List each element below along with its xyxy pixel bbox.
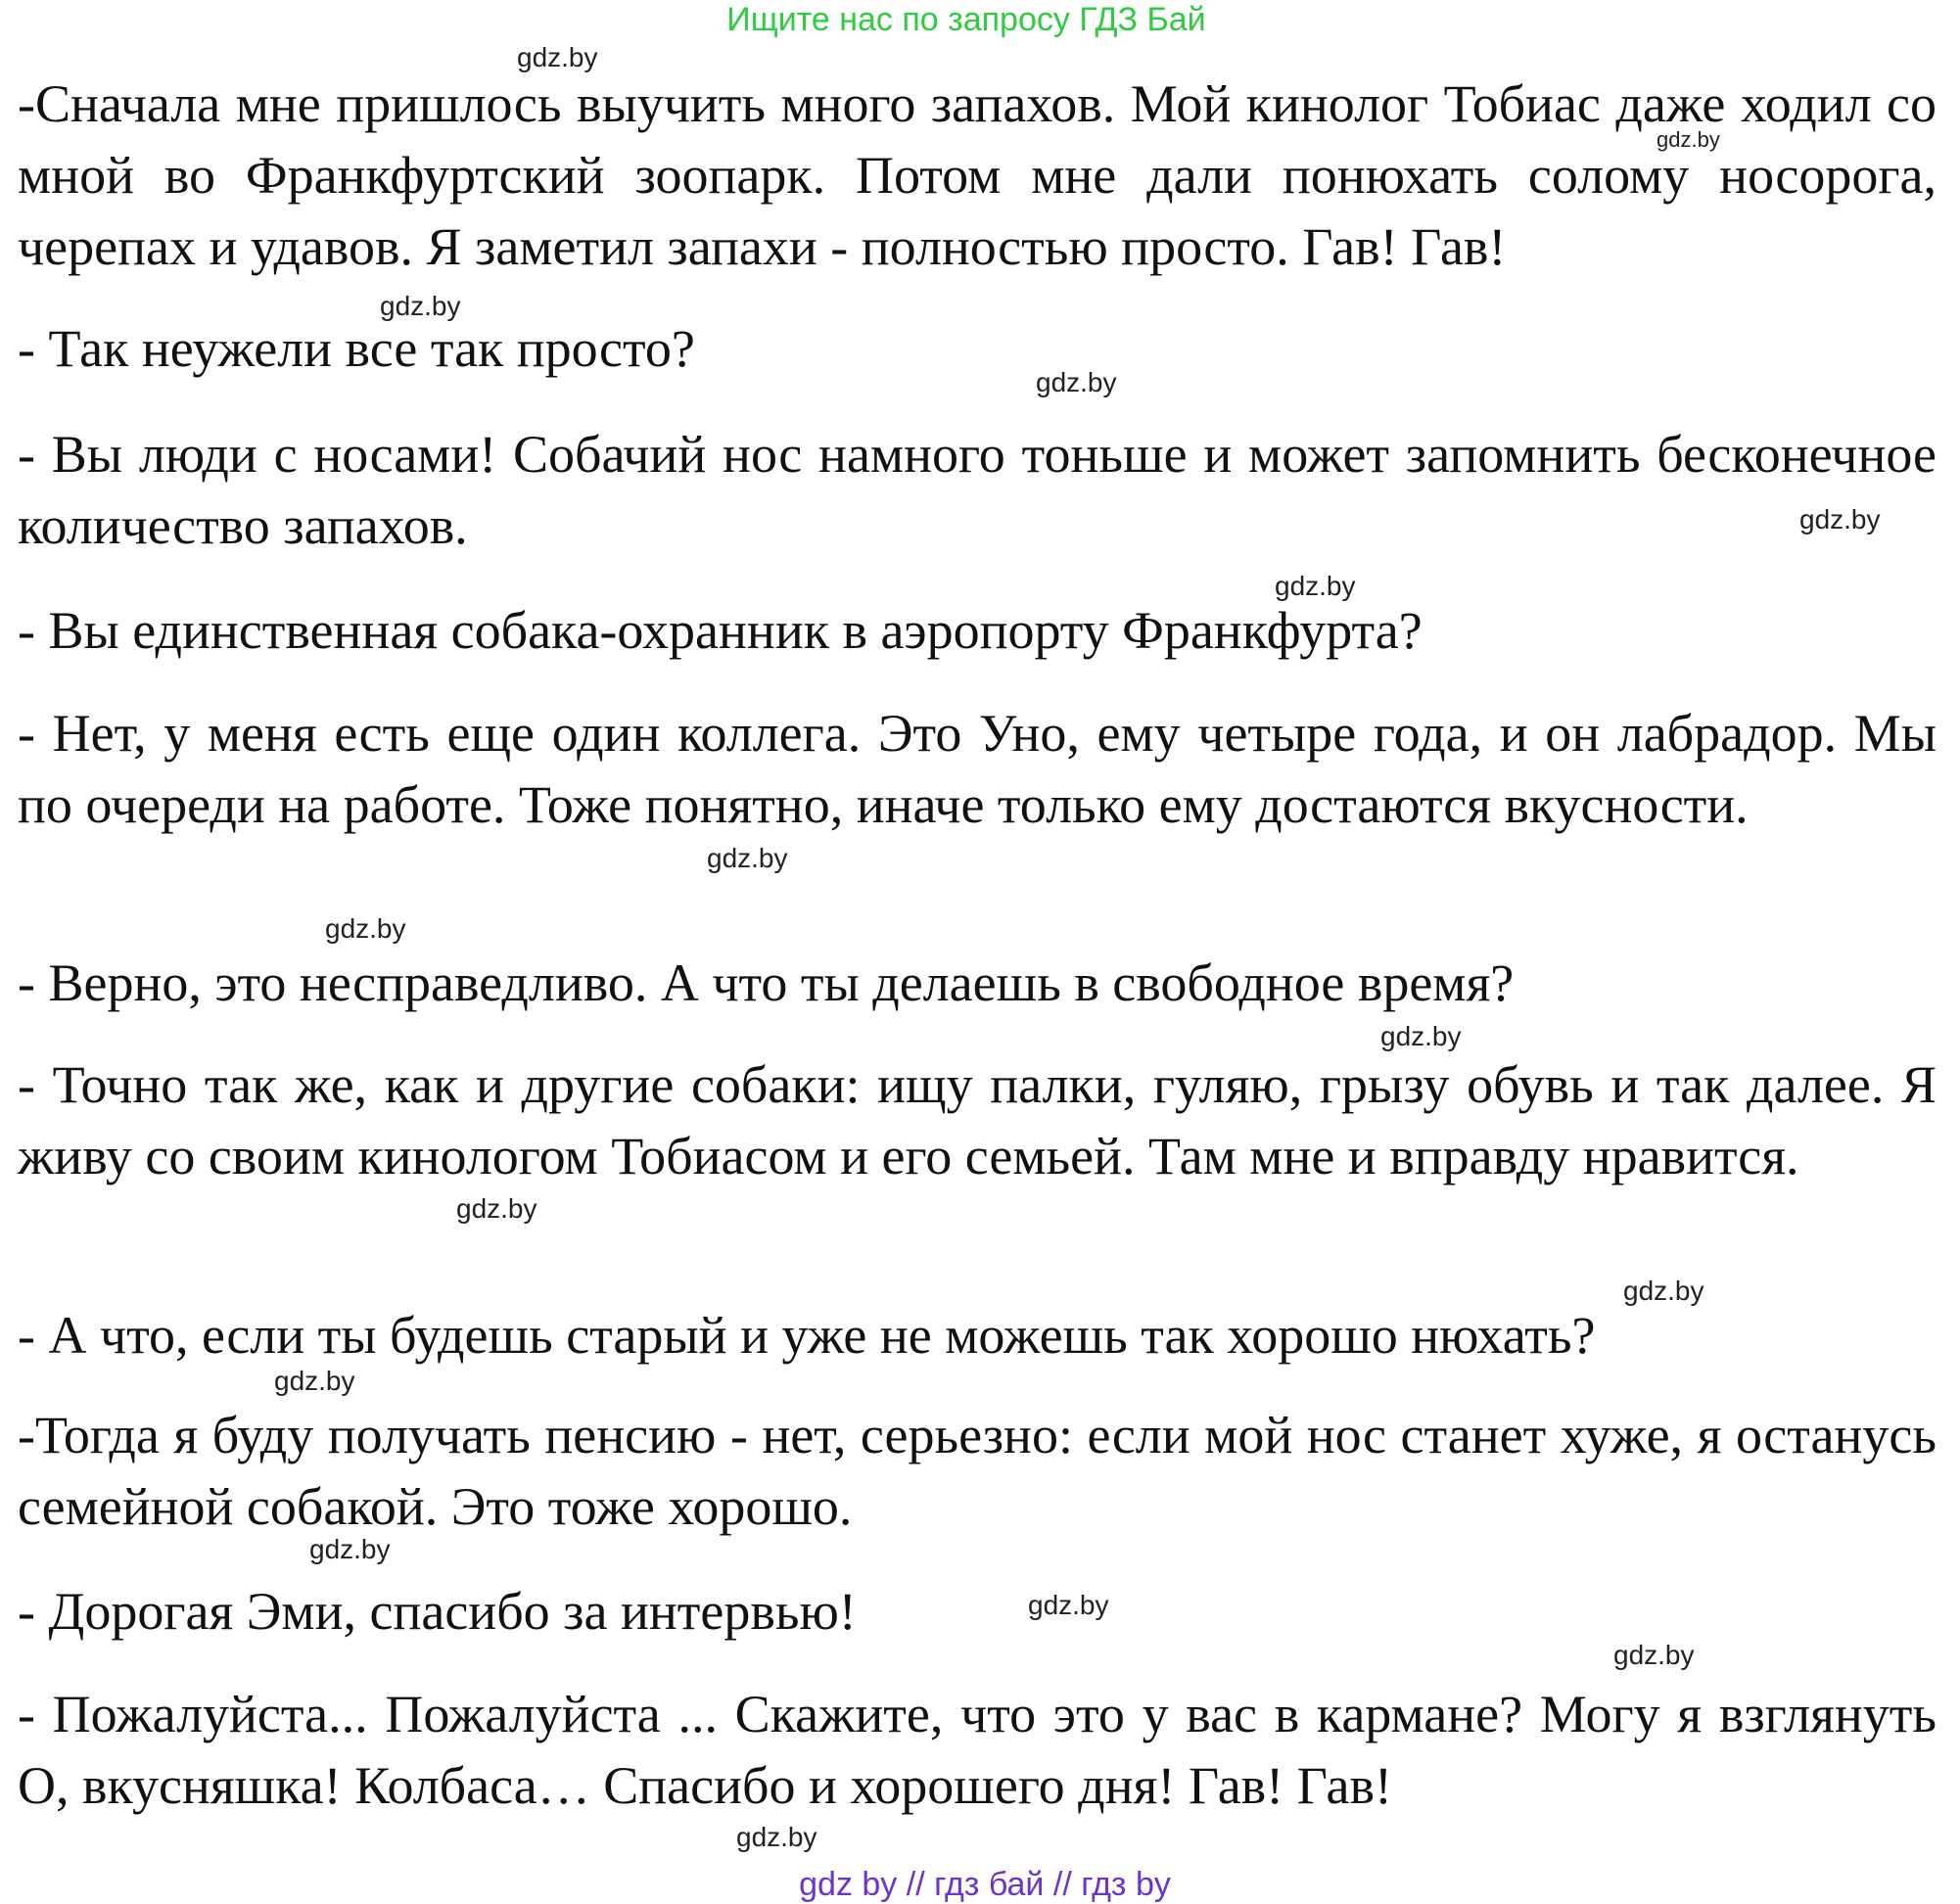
search-hint-text: Ищите нас по запросу ГДЗ Бай [726,1,1206,38]
watermark: gdz.by [456,1193,537,1224]
watermark: gdz.by [1380,1021,1462,1051]
paragraph-question-only-dog: - Вы единственная собака-охранник в аэропорту Франкфурта? [18,601,1423,660]
watermark: gdz.by [1657,127,1720,152]
watermark: gdz.by [325,913,406,944]
paragraph-closing: - Пожалуйста... Пожалуйста ... Скажите, что это у вас в кармане? Могу я взглянуть О, вкусняшка! Колбаса… Спасибо и хорошего дня! Гав! Гав! [18,1685,1937,1815]
paragraph-question-so-simple: - Так неужели все так просто? [18,319,695,378]
watermark: gdz.by [1028,1590,1109,1620]
paragraph-smells-training: -Сначала мне пришлось выучить много запахов. Мой кинолог Тобиас даже ходил со мной во Франкфуртский зоопарк. Потом мне дали понюхать солому носорога, черепах и удавов. Я заметил запахи - полностью просто. Гав! Гав! [18,74,1937,276]
search-hint-header [0,0,1960,39]
paragraph-question-free-time: - Верно, это несправедливо. А что ты делаешь в свободное время? [18,953,1515,1012]
watermark: gdz.by [1623,1276,1704,1306]
paragraph-dog-nose: - Вы люди с носами! Собачий нос намного тоньше и может запомнить бесконечное количество запахов. [18,425,1937,555]
footer-text: gdz by // гдз бай // гдз by [799,1866,1171,1903]
paragraph-question-old-age: - А что, если ты будешь старый и уже не можешь так хорошо нюхать? [18,1306,1596,1365]
watermark: gdz.by [380,291,461,321]
watermark: gdz.by [1275,571,1356,601]
paragraph-free-time-answer: - Точно так же, как и другие собаки: ищу палки, гуляю, грызу обувь и так далее. Я живу со своим кинологом Тобиасом и его семьей. Там мне и вправду нравится. [18,1055,1937,1185]
paragraph-pension-answer: -Тогда я буду получать пенсию - нет, серьезно: если мой нос станет хуже, я останусь семейной собакой. Это тоже хорошо. [18,1406,1937,1536]
watermark: gdz.by [517,42,598,72]
footer-links [0,1865,1960,1904]
watermark: gdz.by [707,843,788,873]
watermark: gdz.by [309,1534,391,1564]
paragraph-colleague-uno: - Нет, у меня есть еще один коллега. Это Уно, ему четыре года, и он лабрадор. Мы по очереди на работе. Тоже понятно, иначе только ему достаются вкусности. [18,704,1937,834]
paragraph-thanks: - Дорогая Эми, спасибо за интервью! [18,1582,857,1641]
watermark: gdz.by [1036,367,1117,397]
watermark: gdz.by [736,1822,817,1852]
watermark: gdz.by [274,1366,355,1396]
watermark: gdz.by [1799,504,1881,534]
watermark: gdz.by [1613,1640,1695,1670]
